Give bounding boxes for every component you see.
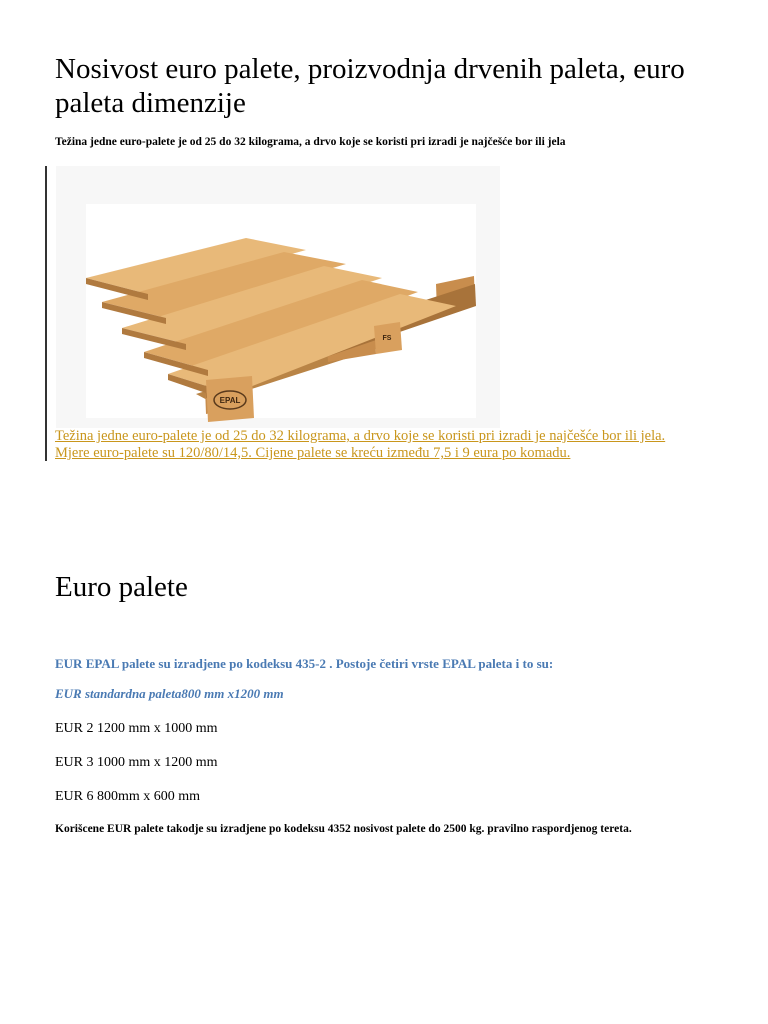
standard-pallet-line: EUR standardna paleta800 mm x1200 mm bbox=[55, 686, 284, 701]
epal-stamp-label: EPAL bbox=[219, 396, 241, 405]
pallet-info-link[interactable] bbox=[55, 428, 755, 462]
used-pallets-note: Korišcene EUR palete takodje su izradjene po kodeksu 4352 nosivost palete do 2500 kg. pravilno raspordjenog tereta. bbox=[55, 823, 632, 835]
section-title: Euro palete bbox=[55, 571, 188, 603]
left-border-rule bbox=[45, 166, 47, 461]
euro-pallet-photo bbox=[56, 166, 500, 428]
fs-stamp-label: FS bbox=[382, 335, 392, 342]
size-line-eur6: EUR 6 800mm x 600 mm bbox=[55, 789, 201, 804]
codex-line: EUR EPAL palete su izradjene po kodeksu 435-2 . Postoje četiri vrste EPAL paleta i to su: bbox=[55, 656, 554, 671]
intro-text: Težina jedne euro-palete je od 25 do 32 kilograma, a drvo koje se koristi pri izradi je najčešće bor ili jela bbox=[55, 136, 566, 148]
pallet-info-link-line1[interactable]: Težina jedne euro-palete je od 25 do 32 kilograma, a drvo koje se koristi pri izradi je najčešće bor ili jela. bbox=[55, 428, 666, 444]
size-line-eur2: EUR 2 1200 mm x 1000 mm bbox=[55, 721, 218, 736]
page-title: Nosivost euro palete, proizvodnja drvenih paleta, euro paleta dimenzije bbox=[55, 53, 685, 119]
pallet-info-link-line2[interactable]: Mjere euro-palete su 120/80/14,5. Cijene palete se kreću između 7,5 i 9 eura po komadu. bbox=[55, 445, 571, 461]
size-line-eur3: EUR 3 1000 mm x 1200 mm bbox=[55, 755, 218, 770]
